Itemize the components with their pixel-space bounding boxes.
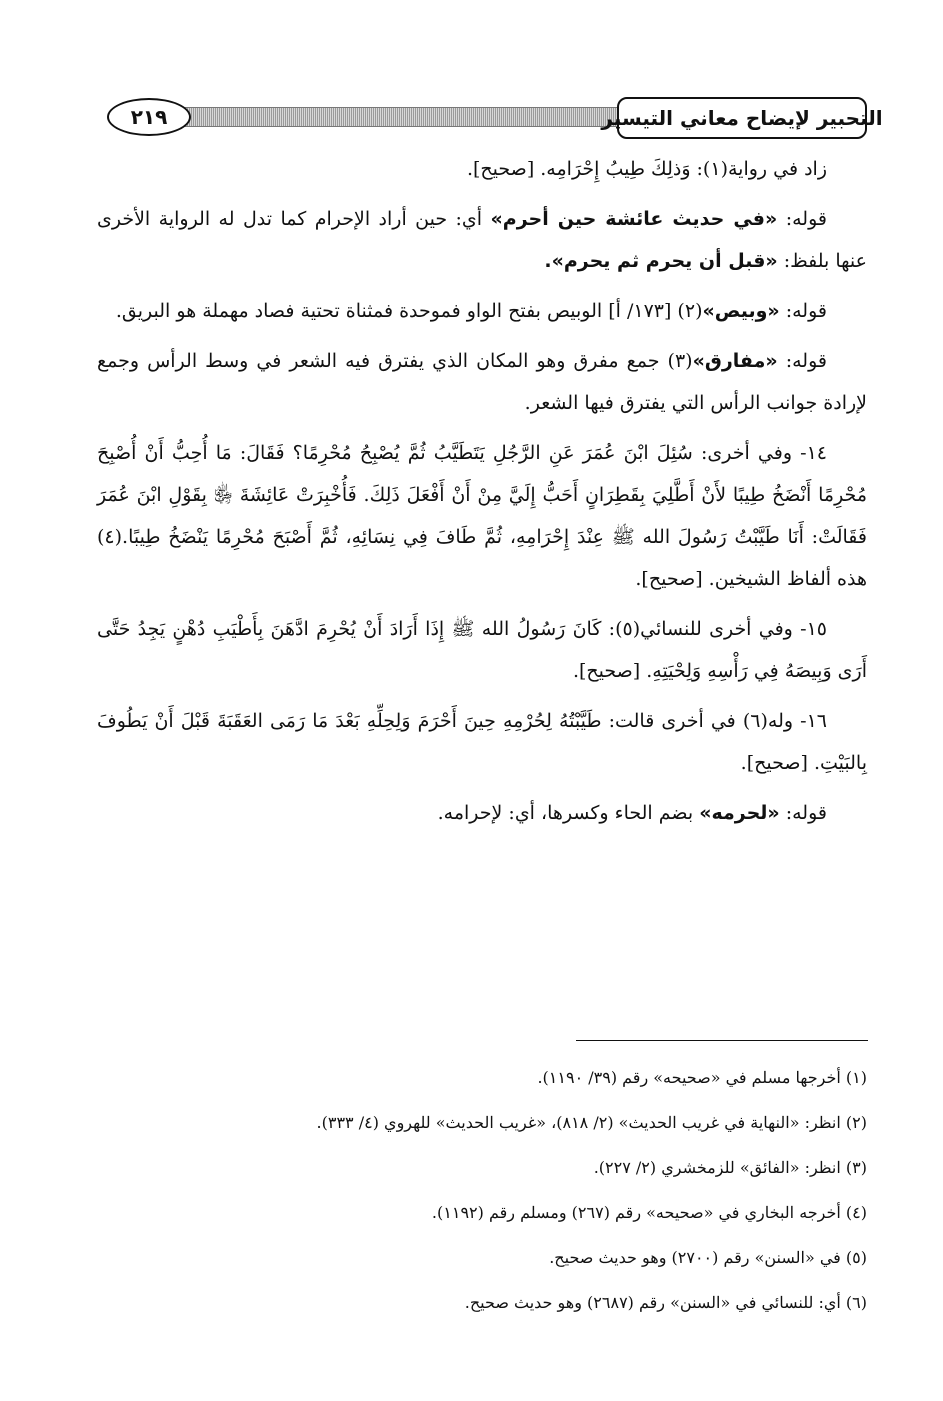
quoted-term: «مفارق» bbox=[692, 350, 778, 372]
paragraph-8: قوله: «لحرمه» بضم الحاء وكسرها، أي: لإحرامه. bbox=[437, 802, 827, 824]
footnotes bbox=[97, 1063, 867, 1333]
hadith-14: ١٤- وفي أخرى: سُئِلَ ابْنَ عُمَرَ عَنِ الرَّجُلِ يَتَطَيَّبُ ثُمَّ يُصْبِحُ مُحْرِمًا؟ فَقَالَ: مَا أُحِبُّ أَنْ أُصْبِحَ مُحْرِمًا أَنْضَخُ طِيبًا لأَنْ أَطَّلِيَ بِقَطِرَانٍ أَحَبُّ إِلَيَّ مِنْ أَنْ أَفْعَلَ ذَلِكَ. فَأُخْبِرَتْ عَائِشَةَ ﵂ بِقَوْلِ ابْنَ عُمَرَ فَقَالَتْ: أَنَا طَيَّبْتُ رَسُولَ الله ﷺ عِنْدَ إِحْرَامِهِ، ثُمَّ طَافَ فِي نِسَائِهِ، ثُمَّ أَصْبَحَ مُحْرِمًا يَنْضَخُ طِيبًا.(٤) هذه ألفاظ الشيخين. [صحيح]. bbox=[97, 442, 867, 590]
paragraph-1: زاد في رواية(١): وَذلِكَ طِيبُ إِحْرَامِه. [صحيح]. bbox=[466, 158, 827, 180]
quoted-term: «قبل أن يحرم ثم يحرم». bbox=[544, 250, 778, 272]
footnote-item: (٥) في «السنن» رقم (٢٧٠٠) وهو حديث صحيح. bbox=[549, 1248, 867, 1267]
footnote-item: (٤) أخرجه البخاري في «صحيحه» رقم (٢٦٧) ومسلم رقم (١١٩٢). bbox=[431, 1203, 867, 1222]
header-decorative-bar bbox=[117, 107, 637, 127]
footnote-divider bbox=[576, 1040, 868, 1041]
paragraph-4: قوله: «مفارق»(٣) جمع مفرق وهو المكان الذي يفترق فيه الشعر في وسط الرأس وجمع لإرادة جوانب الرأس التي يفترق فيها الشعر. bbox=[97, 350, 867, 414]
hadith-16: ١٦- وله(٦) في أخرى قالت: طَيَّبْتُهُ لِحُرْمِهِ حِينَ أَحْرَمَ وَلِحِلِّهِ بَعْدَ مَا رَمَى العَقَبَةَ قَبْلَ أَنْ يَطُوفَ بِالبَيْتِ. [صحيح]. bbox=[97, 710, 867, 774]
hadith-15: ١٥- وفي أخرى للنسائي(٥): كَانَ رَسُولُ الله ﷺ إِذَا أَرَادَ أَنْ يُحْرِمَ ادَّهَنَ بِأَطْيَبِ دُهْنٍ يَجِدُ حَتَّى أَرَى وَبِيصَهُ فِي رَأْسِهِ وَلِحْيَتِهِ. [صحيح]. bbox=[97, 618, 867, 682]
quoted-term: «لحرمه» bbox=[699, 802, 780, 824]
quoted-term: «في حديث عائشة حين أحرم» bbox=[490, 208, 778, 230]
paragraph-3: قوله: «وبيص»(٢) [١٧٣/ أ] الوبيص بفتح الواو فموحدة فمثناة تحتية فصاد مهملة هو البريق. bbox=[115, 300, 827, 322]
footnote-item: (١) أخرجها مسلم في «صحيحه» رقم (٣٩/ ١١٩٠). bbox=[537, 1068, 867, 1087]
quoted-term: «وبيص» bbox=[702, 300, 780, 322]
paragraph-2: قوله: «في حديث عائشة حين أحرم» أي: حين أراد الإحرام كما تدل له الرواية الأخرى عنها بلفظ: «قبل أن يحرم ثم يحرم». bbox=[97, 208, 867, 272]
footnote-item: (٢) انظر: «النهاية في غريب الحديث» (٢/ ٨١٨)، «غريب الحديث» للهروي (٤/ ٣٣٣). bbox=[316, 1113, 867, 1132]
page-number: ٢١٩ bbox=[107, 98, 191, 136]
footnote-item: (٣) انظر: «الفائق» للزمخشري (٢/ ٢٢٧). bbox=[593, 1158, 867, 1177]
main-text bbox=[97, 148, 867, 842]
header-book-title: التحبير لإيضاح معاني التيسير bbox=[617, 97, 867, 139]
footnote-item: (٦) أي: للنسائي في «السنن» رقم (٢٦٨٧) وهو حديث صحيح. bbox=[464, 1293, 867, 1312]
running-header bbox=[97, 95, 883, 139]
